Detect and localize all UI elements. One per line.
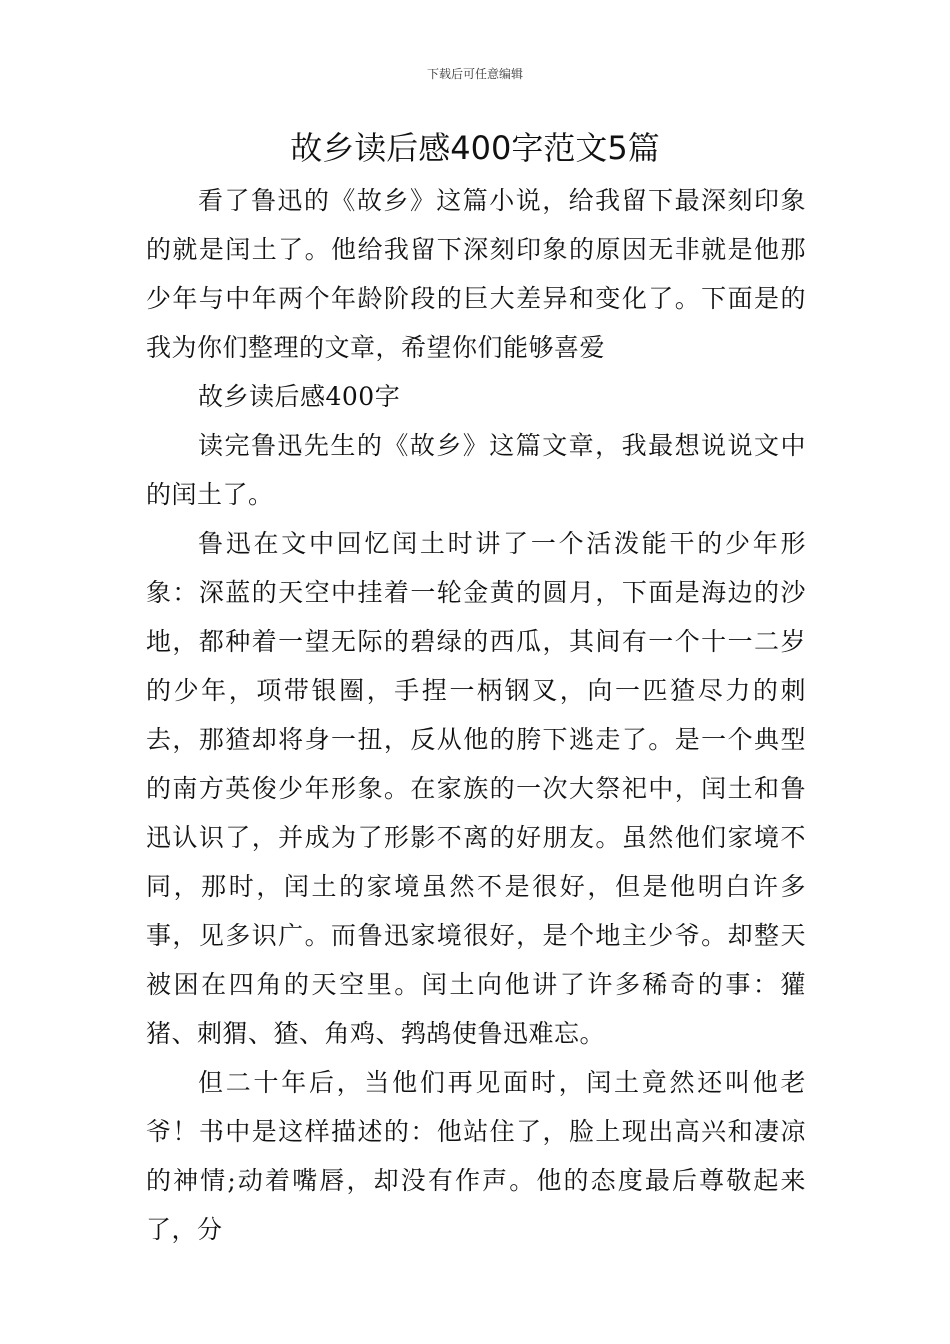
paragraph-subtitle: 故乡读后感400字 (198, 382, 401, 411)
document-body (146, 176, 806, 1254)
page-title: 故乡读后感400字范文5篇 (290, 129, 660, 167)
paragraph-twenty-years-later: 但二十年后，当他们再见面时，闰土竟然还叫他老爷！书中是这样描述的：他站住了，脸上现出高兴和凄凉的神情;动着嘴唇，却没有作声。他的态度最后尊敬起来了，分 (146, 1068, 806, 1244)
paragraph-memory: 鲁迅在文中回忆闰土时讲了一个活泼能干的少年形象：深蓝的天空中挂着一轮金黄的圆月，下面是海边的沙地，都种着一望无际的碧绿的西瓜，其间有一个十一二岁的少年，项带银圈，手捏一柄钢叉，向一匹猹尽力的刺去，那猹却将身一扭，反从他的胯下逃走了。是一个典型的南方英俊少年形象。在家族的一次大祭祀中，闰土和鲁迅认识了，并成为了形影不离的好朋友。虽然他们家境不同，那时，闰土的家境虽然不是很好，但是他明白许多事，见多识广。而鲁迅家境很好，是个地主少爷。却整天被困在四角的天空里。闰土向他讲了许多稀奇的事：獾猪、刺猬、猹、角鸡、鹁鸪使鲁迅难忘。 (146, 529, 806, 1048)
paragraph-intro: 看了鲁迅的《故乡》这篇小说，给我留下最深刻印象的就是闰土了。他给我留下深刻印象的原因无非就是他那少年与中年两个年龄阶段的巨大差异和变化了。下面是的我为你们整理的文章，希望你们能够喜爱 (146, 186, 806, 362)
header-note: 下载后可任意编辑 (426, 67, 523, 81)
paragraph-first-impression: 读完鲁迅先生的《故乡》这篇文章，我最想说说文中的闰土了。 (146, 431, 806, 509)
